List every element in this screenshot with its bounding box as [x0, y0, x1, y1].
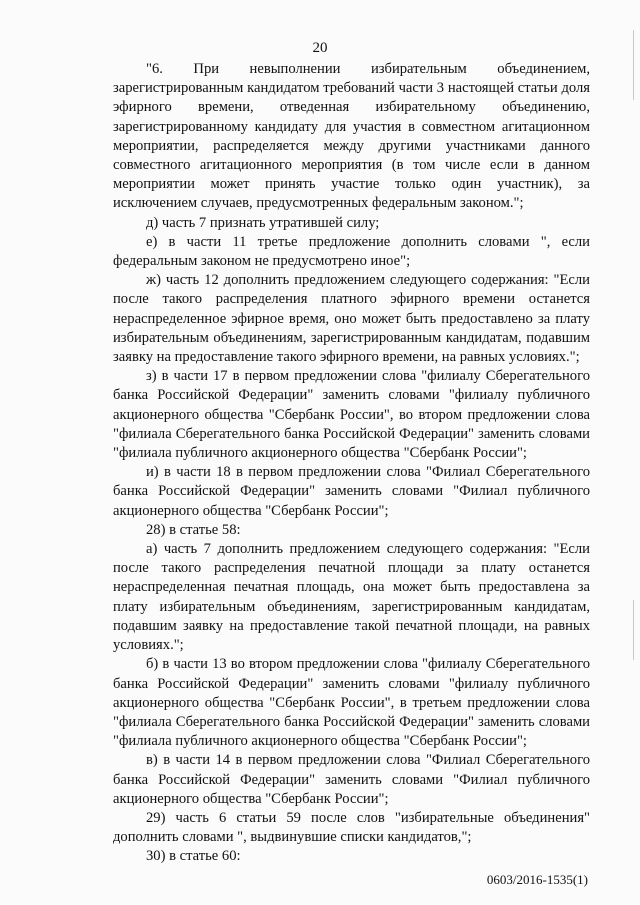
- paragraph-item-v: в) в части 14 в первом предложении слова "Филиал Сберегательного банка Российской Федерации" заменить словами "Филиал публичного акционерного общества "Сбербанк России";: [113, 752, 590, 807]
- scan-edge-mark: [633, 30, 634, 100]
- document-body: [113, 60, 590, 867]
- paragraph-item-z: з) в части 17 в первом предложении слова "филиалу Сберегательного банка Российской Федерации" заменить словами "филиалу публичного акционерного общества "Сбербанк России", во втором предложении слова "филиала Сберегательного банка Российской Федерации" заменить словами "филиала публичного акционерного общества "Сбербанк России";: [113, 368, 590, 462]
- paragraph-amendment-part-6: "6. При невыполнении избирательным объединением, зарегистрированным кандидатом требований части 3 настоящей статьи доля эфирного времени, отведенная избирательному объединению, зарегистрированному кандидату для участия в совместном агитационном мероприятии, распределяется между другими участниками данного совместного агитационного мероприятия (в том числе если в данном мероприятии может принять участие только один участник), за исключением случаев, предусмотренных федеральным законом.";: [113, 61, 590, 212]
- page-number: 20: [312, 40, 328, 56]
- paragraph-item-e: е) в части 11 третье предложение дополнить словами ", если федеральным законом не предусмотрено иное";: [113, 233, 590, 270]
- scan-edge-mark: [633, 600, 634, 660]
- paragraph-article-60-heading: 30) в статье 60:: [146, 848, 241, 865]
- paragraph-item-b: б) в части 13 во втором предложении слова "филиалу Сберегательного банка Российской Федерации" заменить словами "филиалу публичного акционерного общества "Сбербанк России", в третьем предложении слова "филиала Сберегательного банка Российской Федерации" заменить словами "филиала публичного акционерного общества "Сбербанк России";: [113, 656, 590, 750]
- paragraph-article-58-heading: 28) в статье 58:: [146, 521, 241, 538]
- paragraph-item-zh: ж) часть 12 дополнить предложением следующего содержания: "Если после такого распределения платного эфирного времени останется нераспределенное эфирное время, оно может быть предоставлено за плату избирательным объединениям, зарегистрированным кандидатам, подавшим заявку на предоставление такого эфирного времени, на равных условиях.";: [113, 272, 590, 366]
- document-code: 0603/2016-1535(1): [486, 872, 588, 887]
- paragraph-item-29: 29) часть 6 статьи 59 после слов "избирательные объединения" дополнить словами ", выдвинувшие списки кандидатов,";: [113, 809, 590, 846]
- paragraph-item-d: д) часть 7 признать утратившей силу;: [146, 214, 380, 231]
- paragraph-item-i: и) в части 18 в первом предложении слова "Филиал Сберегательного банка Российской Федерации" заменить словами "Филиал публичного акционерного общества "Сбербанк России";: [113, 464, 590, 519]
- paragraph-item-a: а) часть 7 дополнить предложением следующего содержания: "Если после такого распределения печатной площади за плату останется нераспределенная печатная площадь, она может быть предоставлена за плату избирательным объединениям, зарегистрированным кандидатам, подавшим заявку на предоставление такой печатной площади, на равных условиях.";: [113, 541, 590, 654]
